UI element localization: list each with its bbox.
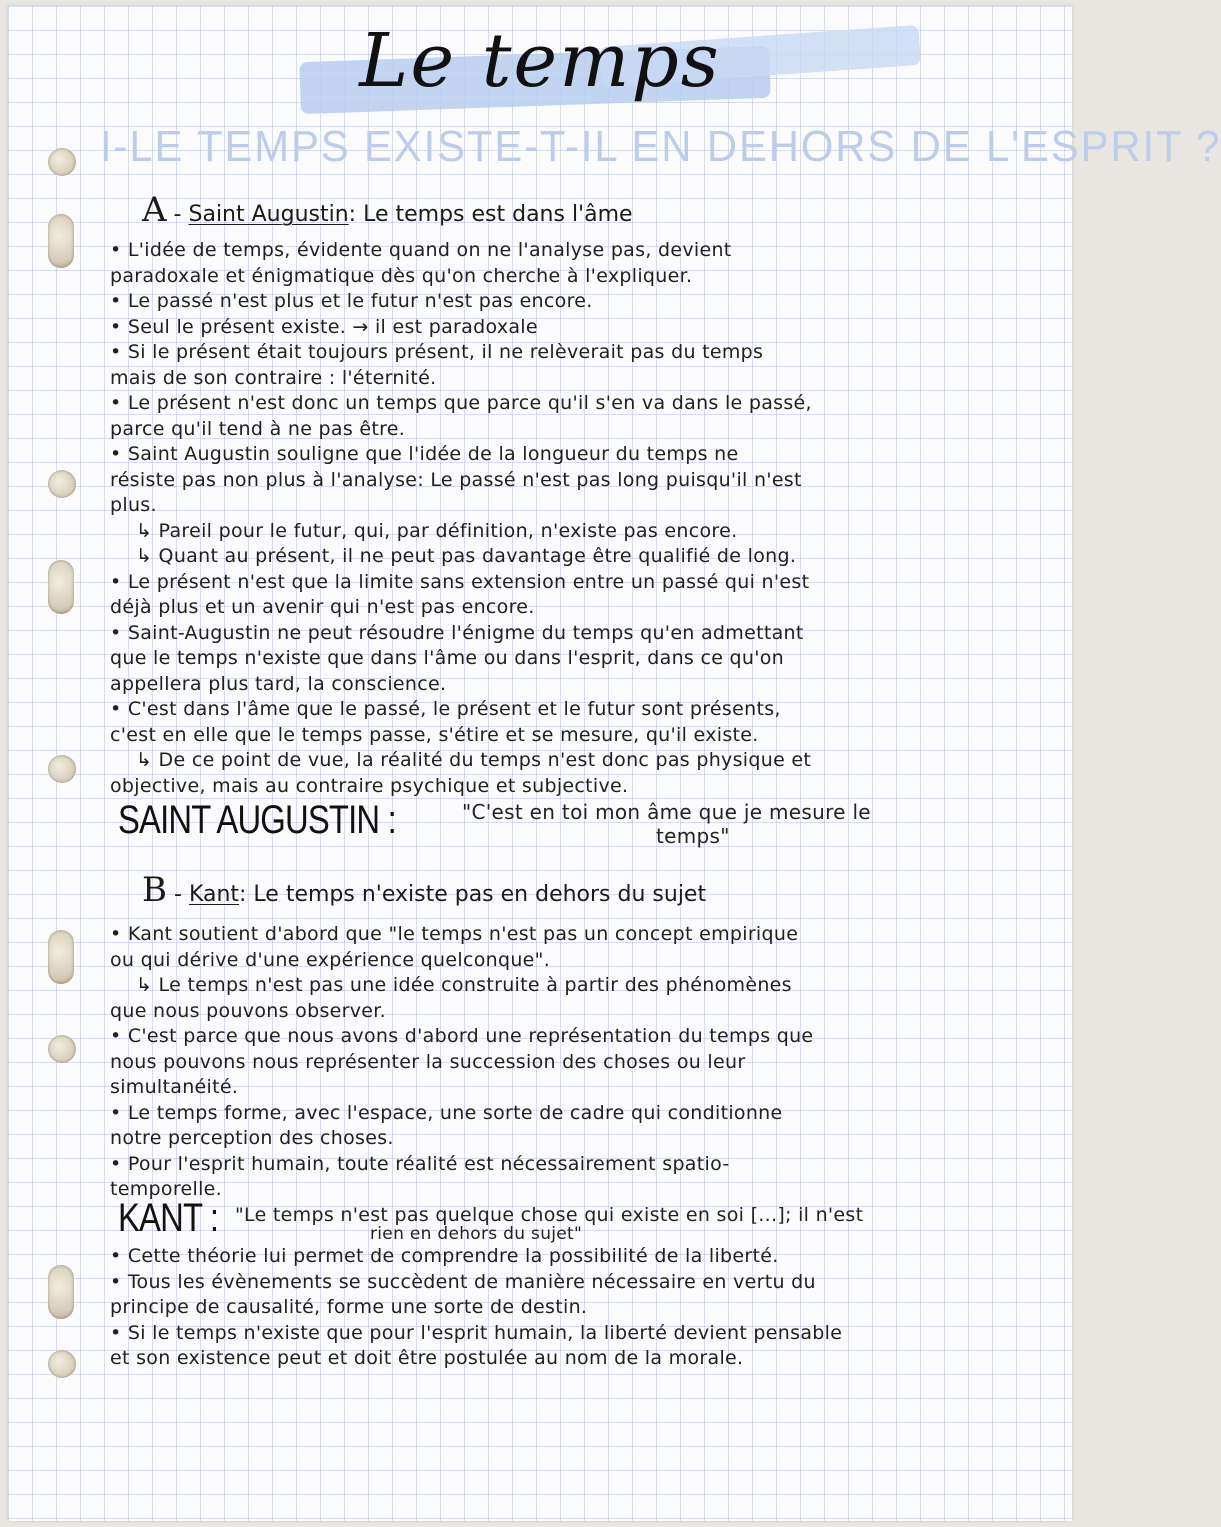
text-line: • Cette théorie lui permet de comprendre la possibilité de la liberté. <box>110 1245 779 1267</box>
binder-hole <box>48 1350 76 1378</box>
text-line: mais de son contraire : l'éternité. <box>110 366 437 389</box>
text-line: • Le temps forme, avec l'espace, une sorte de cadre qui conditionne <box>110 1101 783 1124</box>
text-line: • C'est dans l'âme que le passé, le présent et le futur sont présents, <box>110 698 781 720</box>
text-line: notre perception des choses. <box>110 1127 394 1149</box>
text-line: et son existence peut et doit être postulée au nom de la morale. <box>110 1347 744 1369</box>
text-line: objective, mais au contraire psychique et subjective. <box>110 774 629 797</box>
section-b-conclusion <box>110 1244 1060 1372</box>
text-line: plus. <box>110 494 157 516</box>
text-line: • L'idée de temps, évidente quand on ne l'analyse pas, devient <box>110 239 732 261</box>
text-line: résiste pas non plus à l'analyse: Le passé n'est pas long puisqu'il n'est <box>110 468 802 491</box>
text-line: • Le présent n'est que la limite sans extension entre un passé qui n'est <box>110 570 810 593</box>
text-line: ↳ Pareil pour le futur, qui, par définition, n'existe pas encore. <box>136 519 738 542</box>
text-line: paradoxale et énigmatique dès qu'on cherche à l'expliquer. <box>110 264 693 287</box>
section-a-title: : Le temps est dans l'âme <box>348 202 633 227</box>
binder-hole <box>48 214 74 268</box>
quote-text: "C'est en toi mon âme que je mesure le <box>462 800 871 824</box>
text-line: c'est en elle que le temps passe, s'étire et se mesure, qu'il existe. <box>110 723 759 746</box>
quote-text: temps" <box>656 824 730 848</box>
binder-hole <box>48 930 74 984</box>
section-b-title: : Le temps n'existe pas en dehors du sujet <box>239 882 707 907</box>
section-a-body <box>110 238 1060 799</box>
binder-hole <box>48 755 76 783</box>
text-line: • Kant soutient d'abord que "le temps n'est pas un concept empirique <box>110 923 799 945</box>
text-line: simultanéité. <box>110 1076 239 1098</box>
quote-author: SAINT AUGUSTIN : <box>118 798 396 842</box>
section-a-author: Saint Augustin <box>188 202 349 227</box>
text-line: que le temps n'existe que dans l'âme ou dans l'esprit, dans ce qu'on <box>110 647 785 669</box>
text-line: que nous pouvons observer. <box>110 999 386 1022</box>
text-line: • C'est parce que nous avons d'abord une représentation du temps que <box>110 1025 814 1047</box>
text-line: ↳ Le temps n'est pas une idée construite à partir des phénomènes <box>136 974 792 996</box>
section-a-heading: A - Saint Augustin: Le temps est dans l'âme <box>142 190 633 230</box>
text-line: • Saint-Augustin ne peut résoudre l'énigme du temps qu'en admettant <box>110 621 804 644</box>
section-b-heading: B - Kant: Le temps n'existe pas en dehors du sujet <box>142 870 707 910</box>
text-line: ↳ De ce point de vue, la réalité du temps n'est donc pas physique et <box>136 749 812 771</box>
kant-quote <box>118 1196 240 1241</box>
text-line: déjà plus et un avenir qui n'est pas encore. <box>110 596 535 618</box>
binder-hole <box>48 560 74 614</box>
binder-hole <box>48 1265 74 1319</box>
text-line: ↳ Quant au présent, il ne peut pas davantage être qualifié de long. <box>136 545 797 567</box>
text-line: • Tous les évènements se succèdent de manière nécessaire en vertu du <box>110 1270 816 1293</box>
quote-author: KANT : <box>118 1196 219 1240</box>
text-line: • Le passé n'est plus et le futur n'est pas encore. <box>110 290 593 312</box>
section-b-author: Kant <box>188 882 240 907</box>
text-line: nous pouvons nous représenter la succession des choses ou leur <box>110 1050 746 1073</box>
text-line: principe de causalité, forme une sorte de destin. <box>110 1296 588 1318</box>
text-line: • Le présent n'est donc un temps que parce qu'il s'en va dans le passé, <box>110 392 812 414</box>
text-line: • Pour l'esprit humain, toute réalité est nécessairement spatio- <box>110 1152 730 1175</box>
text-line: • Seul le présent existe. → il est paradoxale <box>110 315 538 338</box>
binder-hole <box>48 1035 76 1063</box>
text-line: ou qui dérive d'une expérience quelconque". <box>110 948 551 971</box>
binder-hole <box>48 148 76 176</box>
binder-hole <box>48 470 76 498</box>
quote-text: rien en dehors du sujet" <box>370 1224 583 1244</box>
text-line: parce qu'il tend à ne pas être. <box>110 417 406 440</box>
section-subtitle: I-LE TEMPS EXISTE-T-IL EN DEHORS DE L'ESPRIT ? <box>100 122 1221 171</box>
saint-augustin-quote <box>118 798 457 843</box>
text-line: • Si le présent était toujours présent, il ne relèverait pas du temps <box>110 341 764 363</box>
text-line: appellera plus tard, la conscience. <box>110 672 447 695</box>
text-line: • Si le temps n'existe que pour l'esprit humain, la liberté devient pensable <box>110 1321 843 1344</box>
text-line: temporelle. <box>110 1178 223 1200</box>
section-b-body <box>110 922 1060 1203</box>
text-line: • Saint Augustin souligne que l'idée de la longueur du temps ne <box>110 443 739 465</box>
page-title: Le temps <box>359 18 721 104</box>
quote-text: "Le temps n'est pas quelque chose qui existe en soi [...]; il n'est <box>235 1204 864 1226</box>
